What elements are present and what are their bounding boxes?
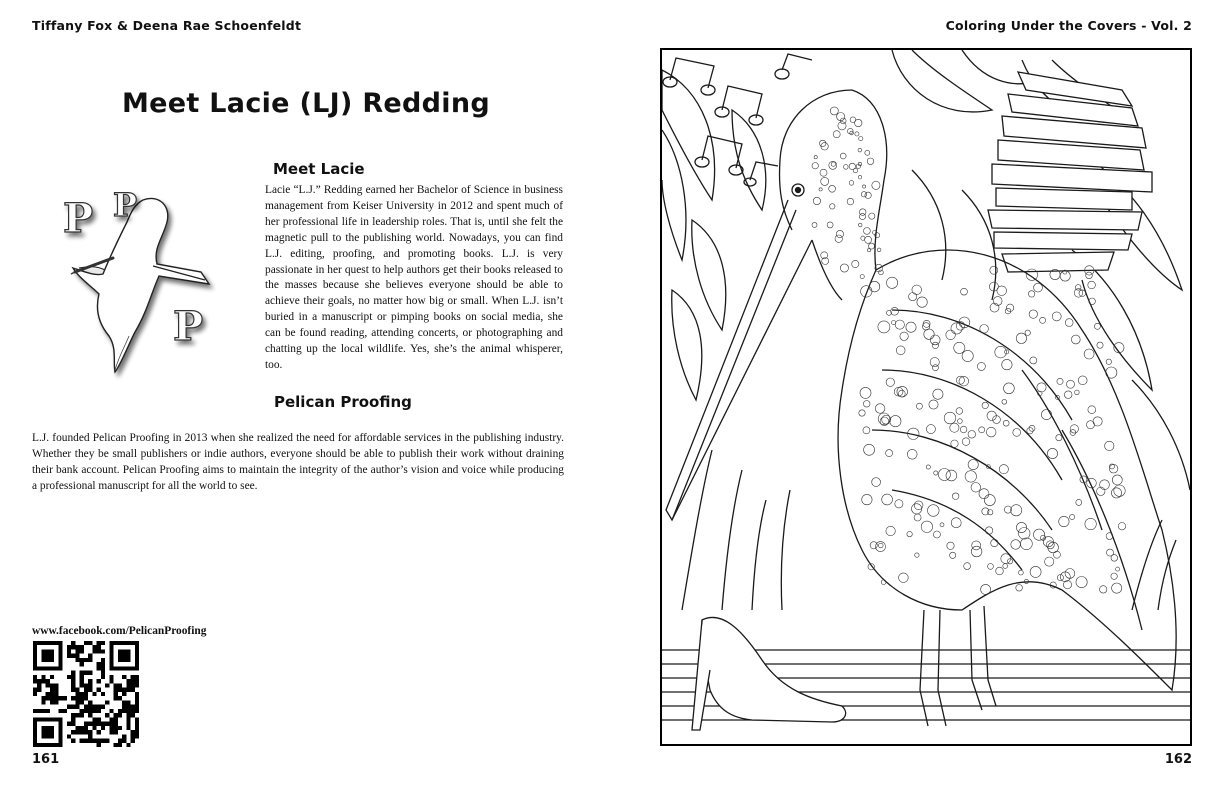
- book-stack-icon: [988, 72, 1152, 272]
- music-notes-icon: [663, 54, 812, 186]
- left-running-head: Tiffany Fox & Deena Rae Schoenfeldt: [32, 18, 302, 33]
- pelican-proofing-paragraph: L.J. founded Pelican Proofing in 2013 when she realized the need for affordable services in the publishing industry. Whether they be small publishers or indie authors, everyone should be able to publish their work without draining their bank account. Pelican Proofing aims to maintain the integrity of the author’s vision and voice while producing a professional manuscript for all the world to see.: [32, 432, 564, 492]
- right-page: [612, 0, 1224, 792]
- facebook-link[interactable]: www.facebook.com/PelicanProofing: [32, 625, 207, 637]
- page-number-left: 161: [32, 752, 60, 767]
- page-title: Meet Lacie (LJ) Redding: [122, 88, 490, 119]
- coloring-illustration: [660, 48, 1192, 746]
- pelican-proofing-logo: [55, 186, 225, 386]
- logo-letter-p: P: [63, 195, 94, 242]
- high-heel-shoe-icon: [692, 617, 846, 730]
- page-number-right: 162: [1164, 752, 1192, 767]
- pelican-proofing-heading: Pelican Proofing: [274, 393, 412, 411]
- leaf-cluster-icon: [662, 70, 766, 400]
- meet-lacie-heading: Meet Lacie: [273, 160, 365, 178]
- right-running-head: Coloring Under the Covers - Vol. 2: [945, 18, 1192, 33]
- bio-paragraph: Lacie “L.J.” Redding earned her Bachelor of Science in business management from Keiser University in 2012 and spent much of her professional life in leadership roles. That is, until she felt the magnetic pull to the publishing world. Nowadays, you can find L.J. editing, proofing, and promoting books. L.J. is very passionate in her quest to help authors get their books released to the masses because she believes everyone should be able to achieve their goals, no matter how big or small. When L.J. isn’t buried in a manuscript or pimping books on social media, she can be found reading, attending concerts, or photographing and chatting up the local wildlife. Yes, she’s the animal whisperer, too.: [265, 184, 563, 371]
- logo-letter-p: P: [173, 303, 204, 350]
- qr-code-icon[interactable]: [32, 641, 140, 747]
- logo-letter-p: P: [113, 186, 138, 224]
